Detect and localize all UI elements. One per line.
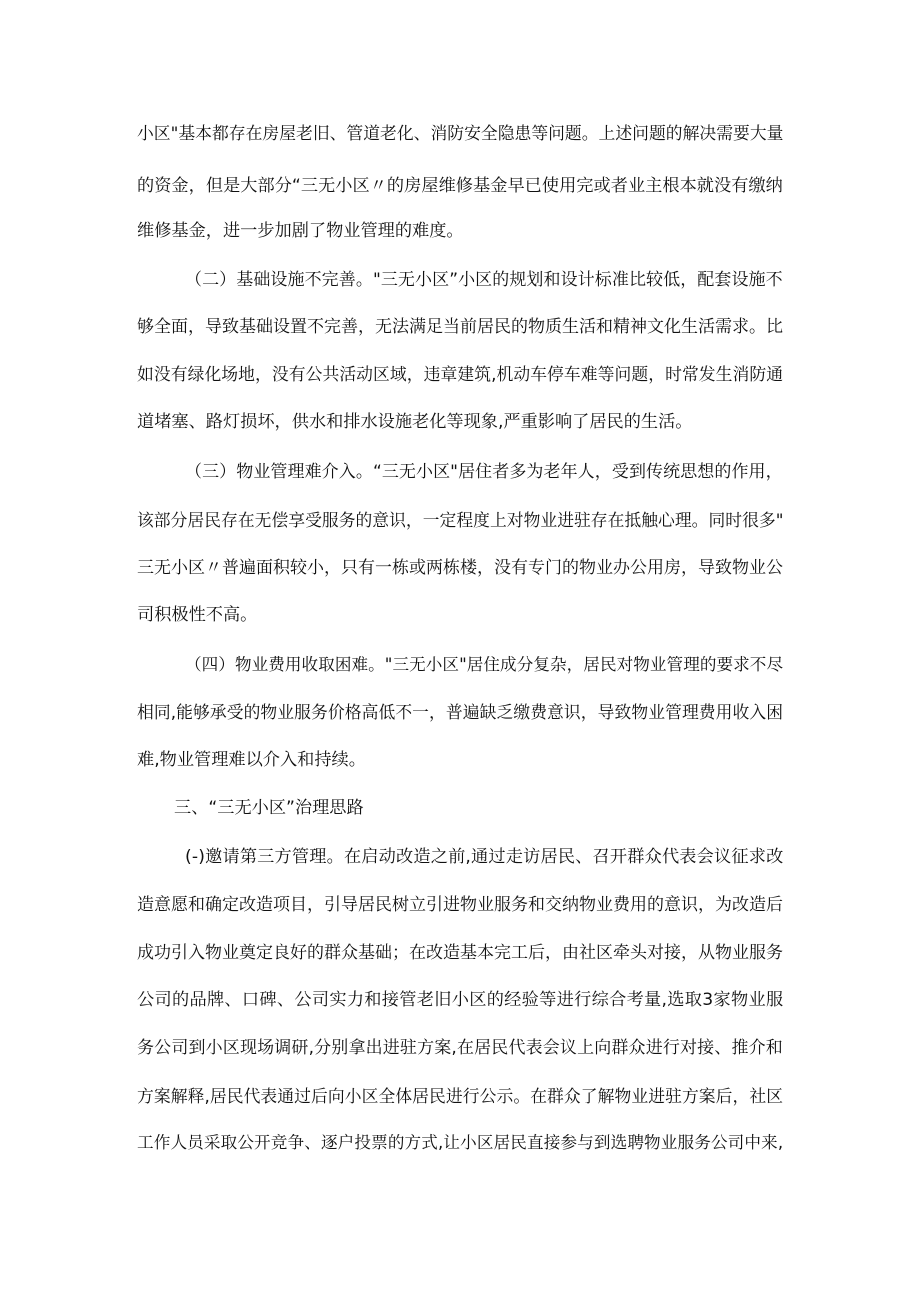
section-heading: 三、“三无小区”治理思路 (174, 798, 364, 818)
text-line: 够全面，导致基础设置不完善，无法满足当前居民的物质生活和精神文化生活需求。比 (137, 317, 783, 337)
text-line: 该部分居民存在无偿享受服务的意识，一定程度上对物业进驻存在抵触心理。同时很多" (137, 510, 784, 530)
text-line: （四）物业费用收取困难。"三无小区"居住成分复杂，居民对物业管理的要求不尽 (185, 655, 784, 674)
text-line: 道堵塞、路灯损坏，供水和排水设施老化等现象,严重影响了居民的生活。 (137, 412, 693, 432)
text-line: 相同,能够承受的物业服务价格高低不一，普遍缺乏缴费意识，导致物业管理费用收入困 (137, 702, 784, 722)
text-line: （二）基础设施不完善。"三无小区”小区的规划和设计标准比较低，配套设施不 (185, 270, 783, 290)
text-line: 工作人员采取公开竞争、逐户投票的方式,让小区居民直接参与到选聘物业服务公司中来, (137, 1133, 784, 1152)
text-line: (-)邀请第三方管理。在启动改造之前,通过走访居民、召开群众代表会议征求改 (185, 847, 784, 867)
text-line: 的资金，但是大部分“三无小区〃的房屋维修基金早已使用完或者业主根本就没有缴纳 (137, 176, 783, 196)
text-line: 如没有绿化场地，没有公共活动区域，违章建筑,机动车停车难等问题，时常发生消防通 (137, 364, 784, 384)
text-line: 务公司到小区现场调研,分别拿出进驻方案,在居民代表会议上向群众进行对接、推介和 (137, 1038, 783, 1058)
text-line: 成功引入物业奠定良好的群众基础；在改造基本完工后，由社区牵头对接，从物业服务 (137, 943, 783, 963)
text-line: 司积极性不高。 (137, 605, 258, 625)
text-line: 方案解释,居民代表通过后向小区全体居民进行公示。在群众了解物业进驻方案后，社区 (137, 1086, 784, 1106)
text-line: 维修基金，进一步加剧了物业管理的难度。 (137, 221, 464, 241)
text-line: （三）物业管理难介入。“三无小区"居住者多为老年人，受到传统思想的作用， (185, 462, 783, 482)
text-line: 小区"基本都存在房屋老旧、管道老化、消防安全隐患等问题。上述问题的解决需要大量 (137, 123, 784, 143)
text-line: 难,物业管理难以介入和持续。 (137, 750, 366, 770)
text-line: 造意愿和确定改造项目，引导居民树立引进物业服务和交纳物业费用的意识，为改造后 (137, 895, 783, 915)
text-line: 三无小区〃普遍面积较小，只有一栋或两栋楼，没有专门的物业办公用房，导致物业公 (137, 558, 783, 578)
text-line: 公司的品牌、口碑、公司实力和接管老旧小区的经验等进行综合考量,选取3家物业服 (137, 990, 784, 1010)
